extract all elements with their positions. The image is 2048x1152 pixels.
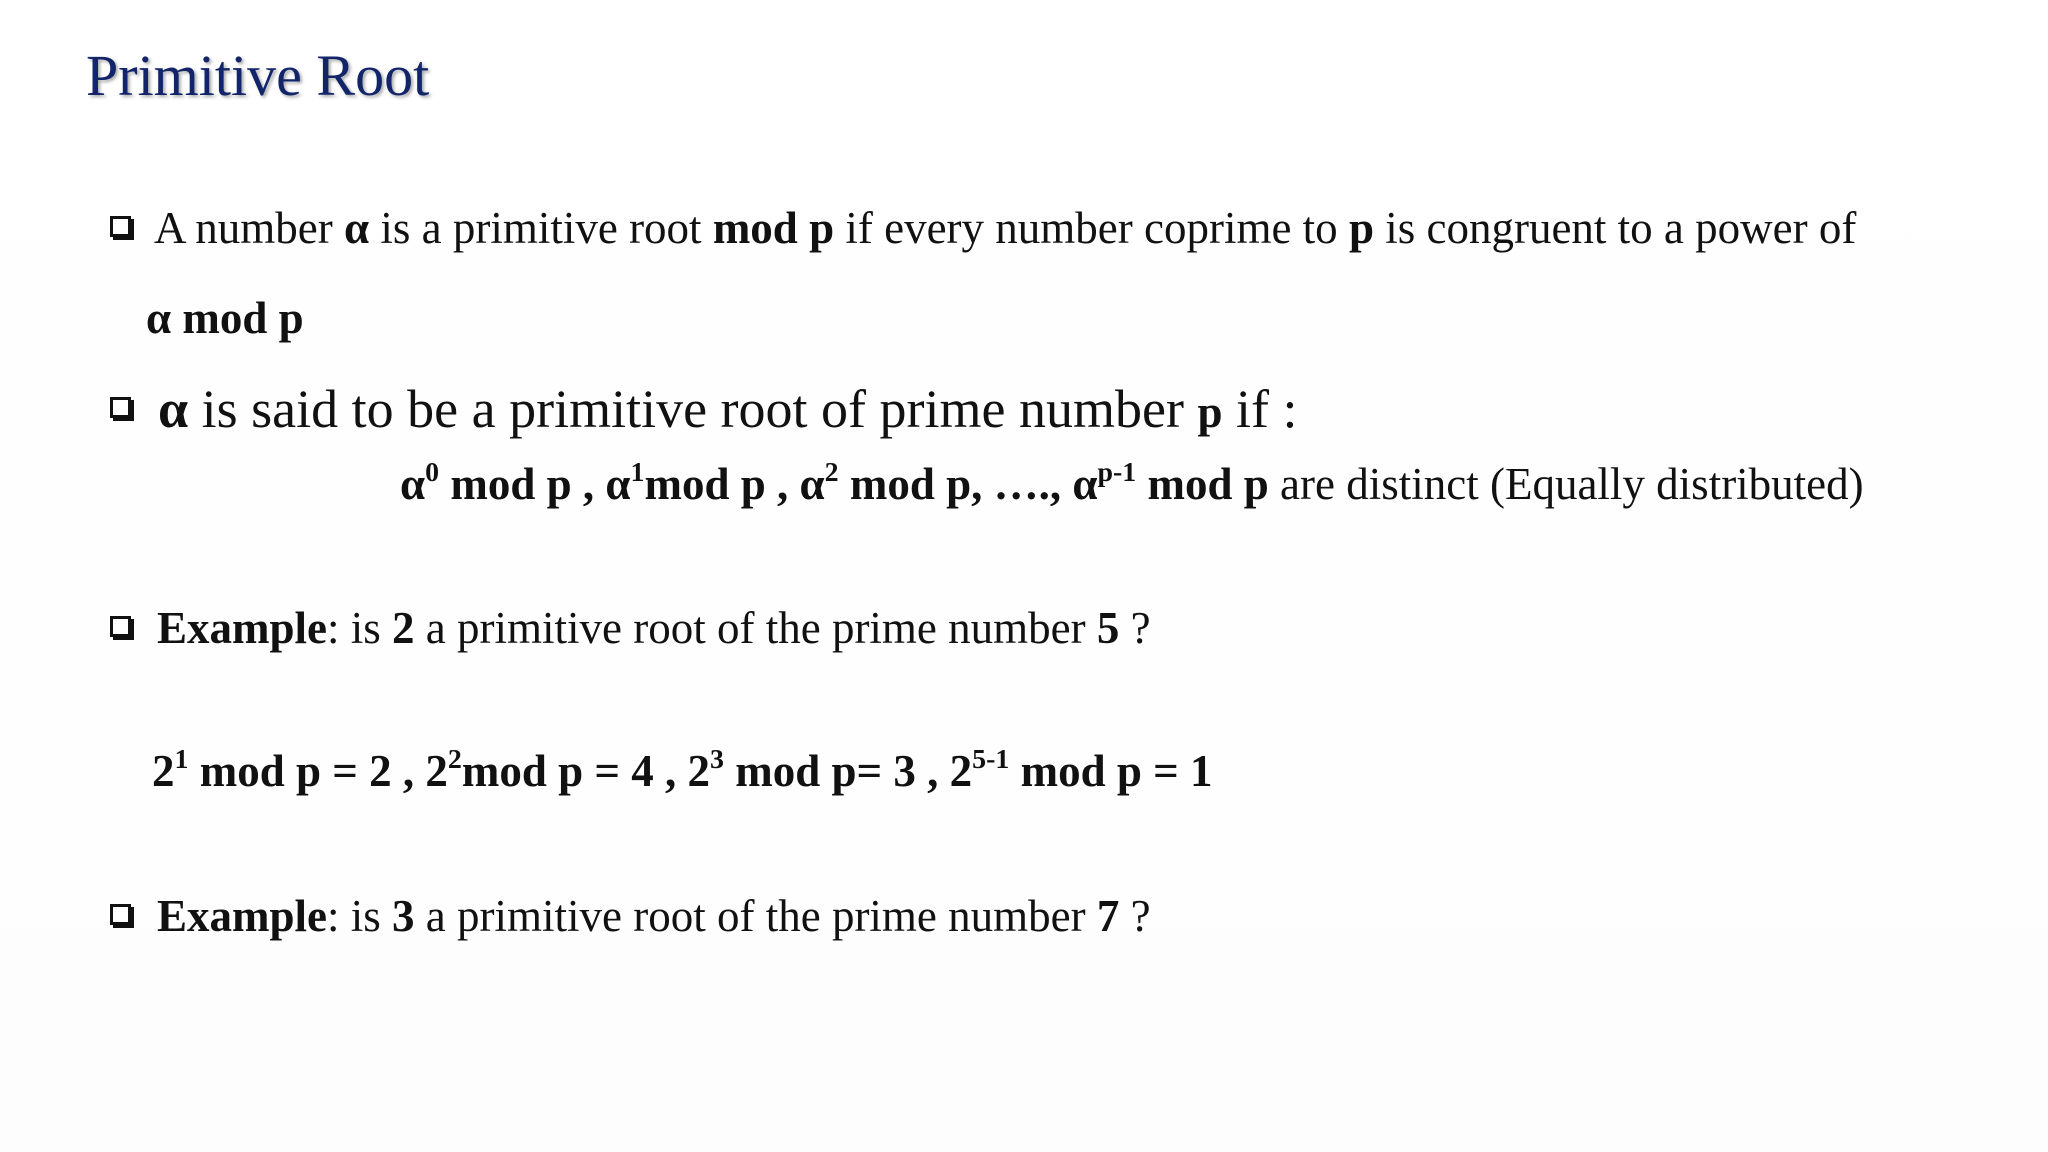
alpha-symbol: α bbox=[343, 203, 370, 253]
text: : is bbox=[327, 891, 393, 941]
definition-continuation bbox=[146, 290, 304, 346]
text: a primitive root of the prime number bbox=[414, 891, 1097, 941]
alpha-symbol: α bbox=[799, 459, 825, 509]
primitive-root-condition bbox=[158, 376, 1297, 445]
mod-term: mod p bbox=[1136, 459, 1269, 509]
p-term: p bbox=[1348, 203, 1374, 253]
exponent: p-1 bbox=[1097, 456, 1137, 488]
text: if every number coprime to bbox=[834, 203, 1349, 253]
alpha-symbol: α bbox=[400, 459, 426, 509]
alpha-symbol: α bbox=[1072, 459, 1098, 509]
alpha-symbol: α bbox=[158, 379, 189, 439]
result: mod p = 2 , bbox=[188, 746, 426, 796]
base: 2 bbox=[949, 746, 973, 796]
text: are distinct (Equally distributed) bbox=[1268, 459, 1864, 509]
mod-term: mod p , bbox=[439, 459, 606, 509]
example-label: Example bbox=[157, 891, 328, 941]
result: mod p = 1 bbox=[1009, 746, 1213, 796]
example-question-1 bbox=[157, 600, 1151, 656]
prime-number: 5 bbox=[1096, 603, 1120, 653]
exponent: 0 bbox=[425, 456, 440, 488]
candidate-number: 2 bbox=[392, 603, 415, 653]
mod-term: mod p , bbox=[644, 459, 800, 509]
exponent: 2 bbox=[447, 743, 462, 775]
mod-term: mod p, …., bbox=[838, 459, 1073, 509]
square-bullet-icon bbox=[110, 904, 131, 925]
base: 2 bbox=[687, 746, 711, 796]
base: 2 bbox=[425, 746, 448, 796]
square-bullet-icon bbox=[110, 616, 131, 637]
square-bullet-icon bbox=[110, 216, 131, 237]
text: ? bbox=[1119, 891, 1151, 941]
exponent: 1 bbox=[630, 456, 645, 488]
text: is congruent to a power of bbox=[1373, 203, 1857, 253]
slide-title: Primitive Root bbox=[86, 43, 430, 108]
exponent: 2 bbox=[824, 456, 839, 488]
result: mod p = 4 , bbox=[461, 746, 688, 796]
exponent: 3 bbox=[710, 743, 724, 775]
definition-line bbox=[154, 200, 1856, 256]
text: : is bbox=[327, 603, 393, 653]
alpha-mod-p-term: α mod p bbox=[146, 293, 304, 343]
square-bullet-icon bbox=[110, 397, 131, 418]
example-calculation bbox=[152, 743, 1213, 799]
exponent: 5-1 bbox=[972, 743, 1010, 775]
p-term: p bbox=[1197, 387, 1223, 437]
text: is said to be a primitive root of prime number bbox=[188, 379, 1198, 439]
example-label: Example bbox=[157, 603, 328, 653]
text: ? bbox=[1119, 603, 1151, 653]
candidate-number: 3 bbox=[392, 891, 415, 941]
prime-number: 7 bbox=[1096, 891, 1120, 941]
mod-p-term: mod p bbox=[712, 203, 835, 253]
result: mod p= 3 , bbox=[723, 746, 950, 796]
text: a primitive root of the prime number bbox=[414, 603, 1097, 653]
base: 2 bbox=[152, 746, 175, 796]
alpha-symbol: α bbox=[605, 459, 631, 509]
text: A number bbox=[154, 203, 344, 253]
power-sequence bbox=[400, 456, 1864, 512]
text: is a primitive root bbox=[369, 203, 713, 253]
text: if : bbox=[1222, 379, 1298, 439]
example-question-2 bbox=[157, 888, 1151, 944]
exponent: 1 bbox=[174, 743, 189, 775]
